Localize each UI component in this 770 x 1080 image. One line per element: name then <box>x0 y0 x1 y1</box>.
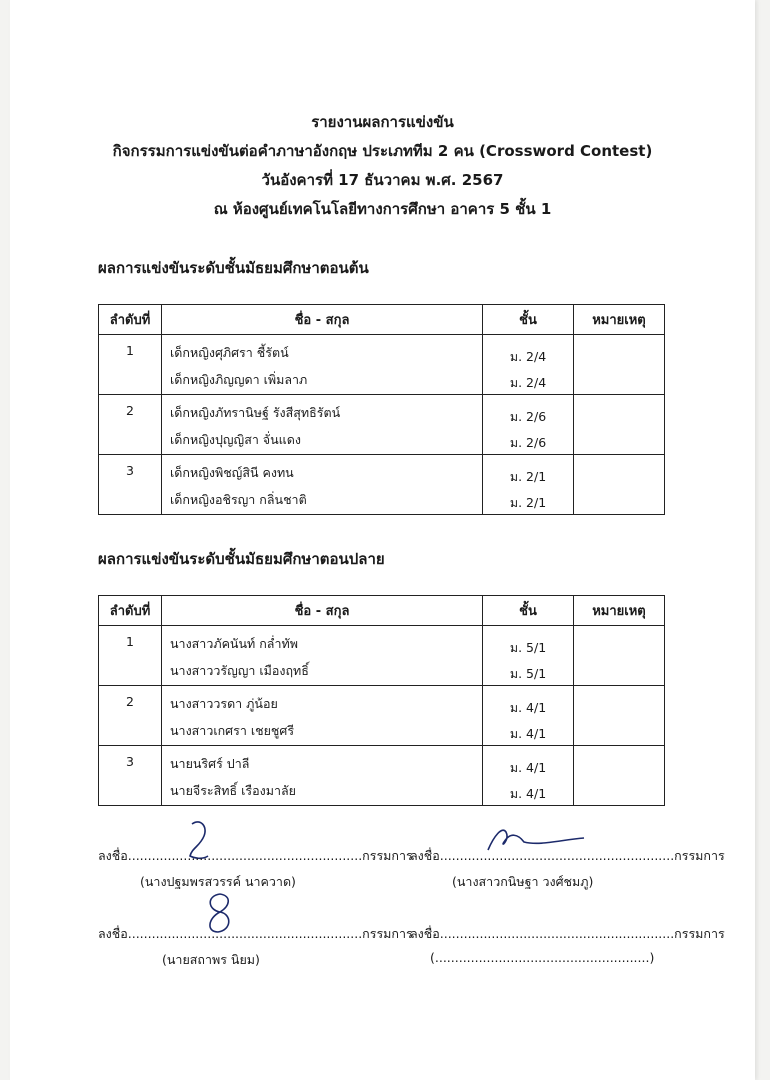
rank-cell: 2 <box>126 694 134 709</box>
col-class-header: ชั้น <box>483 305 574 335</box>
note-cell <box>574 626 665 686</box>
class-cell: ม. 2/1 <box>509 495 547 510</box>
signature-line: ลงชื่อ...........................................................กรรมการ <box>98 848 413 863</box>
col-class-header: ชั้น <box>483 596 574 626</box>
note-cell <box>574 686 665 746</box>
document-page <box>10 0 755 1080</box>
committee-name: (นางสาวกนิษฐา วงศ์ชมภู) <box>452 874 594 889</box>
rank-cell: 3 <box>126 754 134 769</box>
table-row <box>99 626 665 686</box>
event-date: วันอังคารที่ 17 ธันวาคม พ.ศ. 2567 <box>261 171 504 189</box>
upper-secondary-results-table <box>98 595 665 806</box>
col-name-header: ชื่อ - สกุล <box>162 596 483 626</box>
class-cell: ม. 4/1 <box>509 786 547 801</box>
col-rank-header: ลำดับที่ <box>99 305 162 335</box>
table-row <box>99 686 665 746</box>
student-name: เด็กหญิงภิญญดา เพิ่มลาภ <box>170 372 308 387</box>
student-name: เด็กหญิงปุญญิสา จั่นแดง <box>170 432 301 447</box>
student-name: เด็กหญิงอชิรญา กลิ่นชาติ <box>170 492 307 507</box>
class-cell: ม. 4/1 <box>509 700 547 715</box>
student-name: เด็กหญิงศุภิศรา ชี้รัตน์ <box>170 345 289 360</box>
table-row <box>99 746 665 806</box>
note-cell <box>574 395 665 455</box>
table-header-row <box>99 596 665 626</box>
upper-secondary-section-title: ผลการแข่งขันระดับชั้นมัธยมศึกษาตอนปลาย <box>98 550 385 568</box>
rank-cell: 2 <box>126 403 134 418</box>
signature-line: ลงชื่อ...........................................................กรรมการ <box>98 926 413 941</box>
student-name: นางสาววรัญญา เมืองฤทธิ์ <box>170 663 309 678</box>
student-name: นางสาวภัคนันท์ กล่ำทัพ <box>170 636 298 651</box>
lower-secondary-section-title: ผลการแข่งขันระดับชั้นมัธยมศึกษาตอนต้น <box>98 259 369 277</box>
class-cell: ม. 4/1 <box>509 760 547 775</box>
student-name: นางสาวเกศรา เชยชูศรี <box>170 723 295 738</box>
col-rank-header: ลำดับที่ <box>99 596 162 626</box>
rank-cell: 3 <box>126 463 134 478</box>
note-cell <box>574 335 665 395</box>
col-note-header: หมายเหตุ <box>574 596 665 626</box>
student-name: นายนริศร์ ปาลี <box>170 756 250 771</box>
table-header-row <box>99 305 665 335</box>
class-cell: ม. 5/1 <box>509 666 547 681</box>
table-row <box>99 455 665 515</box>
signature-line: ลงชื่อ...........................................................กรรมการ <box>410 926 725 941</box>
col-note-header: หมายเหตุ <box>574 305 665 335</box>
committee-name: (นายสถาพร นิยม) <box>162 952 260 967</box>
rank-cell: 1 <box>126 343 134 358</box>
class-cell: ม. 2/6 <box>509 409 547 424</box>
class-cell: ม. 2/4 <box>509 349 547 364</box>
class-cell: ม. 5/1 <box>509 640 547 655</box>
event-venue: ณ ห้องศูนย์เทคโนโลยีทางการศึกษา อาคาร 5 ชั้น 1 <box>213 200 552 218</box>
activity-title: กิจกรรมการแข่งขันต่อคำภาษาอังกฤษ ประเภททีม 2 คน (Crossword Contest) <box>112 142 653 160</box>
class-cell: ม. 4/1 <box>509 726 547 741</box>
student-name: เด็กหญิงภัทรานิษฐ์ รังสีสุทธิรัตน์ <box>170 405 341 420</box>
committee-name: (นางปฐมพรสวรรค์ นาควาด) <box>140 874 296 889</box>
class-cell: ม. 2/4 <box>509 375 547 390</box>
lower-secondary-results-table <box>98 304 665 515</box>
rank-cell: 1 <box>126 634 134 649</box>
class-cell: ม. 2/6 <box>509 435 547 450</box>
note-cell <box>574 455 665 515</box>
table-row <box>99 395 665 455</box>
student-name: เด็กหญิงพิชญ์สินี คงทน <box>170 465 294 480</box>
table-row <box>99 335 665 395</box>
student-name: นายจีระสิทธิ์ เรืองมาลัย <box>170 783 296 798</box>
class-cell: ม. 2/1 <box>509 469 547 484</box>
note-cell <box>574 746 665 806</box>
student-name: นางสาววรดา ภู่น้อย <box>170 696 278 711</box>
signature-line: ลงชื่อ...........................................................กรรมการ <box>410 848 725 863</box>
report-title: รายงานผลการแข่งขัน <box>311 113 454 131</box>
committee-name-blank: (......................................................) <box>430 950 655 965</box>
col-name-header: ชื่อ - สกุล <box>162 305 483 335</box>
